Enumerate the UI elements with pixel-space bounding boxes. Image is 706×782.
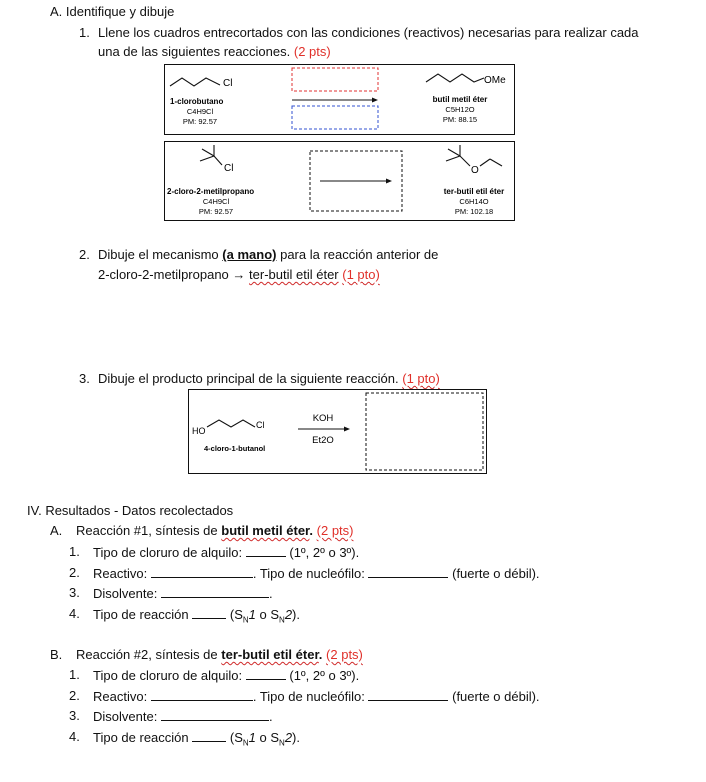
rb-nucleophile-input[interactable] xyxy=(368,688,448,701)
ra-item4-label: Tipo de reacción xyxy=(93,607,189,622)
rb-item2-label: Reactivo: xyxy=(93,689,148,704)
box2-product-formula: C6H14O xyxy=(459,197,489,206)
tert-butyl-ethyl-ether-structure xyxy=(446,145,502,166)
rb-item4 xyxy=(93,729,300,752)
q2-points: (1 pto) xyxy=(342,267,380,282)
reaction-a-pre: Reacción #1, síntesis de xyxy=(76,523,218,538)
q2-reactant: 2-cloro-2-metilpropano xyxy=(98,267,229,282)
rb-item1-num: 1. xyxy=(69,667,80,682)
arrowhead xyxy=(372,98,378,103)
rb-item4-label: Tipo de reacción xyxy=(93,730,189,745)
ra-reaction-type-input[interactable] xyxy=(192,606,226,619)
box1-reactant-name: 1-clorobutano xyxy=(170,97,224,106)
box2-product-atom: O xyxy=(471,165,479,176)
q2-pre: Dibuje el mecanismo xyxy=(98,247,219,262)
reaction-a-name: butil metil éter xyxy=(221,523,310,538)
results-title: IV. Resultados - Datos recolectados xyxy=(27,503,234,518)
box2-reactant-pm: PM: 92.57 xyxy=(198,207,234,216)
q2-emph: (a mano) xyxy=(222,247,277,262)
rb-item1-after: (1º, 2º o 3º). xyxy=(289,668,360,683)
ra-item2 xyxy=(93,565,540,582)
ra-item2-after: (fuerte o débil). xyxy=(452,566,540,581)
reaction-b-heading: Reacción #2, síntesis de ter-butil etil éter. (2 pts) xyxy=(76,647,363,662)
reagent-koh: KOH xyxy=(312,413,334,424)
reaction-a-points: (2 pts) xyxy=(316,523,354,538)
reaction-box-2 xyxy=(164,141,515,222)
ra-item4-num: 4. xyxy=(69,606,80,621)
rb-reaction-type-input[interactable] xyxy=(192,729,226,742)
ra-item2-mid: . Tipo de nucleófilo: xyxy=(252,566,365,581)
ra-item3-label: Disolvente: xyxy=(93,586,158,601)
reaction-box-3 xyxy=(188,389,488,475)
ra-item1-label: Tipo de cloruro de alquilo: xyxy=(93,545,243,560)
ra-item1-num: 1. xyxy=(69,544,80,559)
q1-line2: una de las siguientes reacciones. xyxy=(98,44,291,59)
rb-item4-after: ($S_N1$ o $S_N2$). xyxy=(229,730,300,748)
q3-points: (1 pto) xyxy=(402,371,440,386)
rb-item4-num: 4. xyxy=(69,729,80,744)
reaction-b-points: (2 pts) xyxy=(326,647,363,662)
q3-text: Dibuje el producto principal de la siguiente reacción. xyxy=(98,371,399,386)
box2-product-pm: PM: 102.18 xyxy=(454,207,494,216)
butyl-methyl-ether-structure xyxy=(426,74,484,82)
chlorobutanol-structure xyxy=(207,420,255,427)
box2-reactant-formula: C4H9Cl xyxy=(202,197,230,206)
q1-line1: Llene los cuadros entrecortados con las condiciones (reactivos) necesarias para realizar cada xyxy=(98,25,639,40)
ra-solvent-input[interactable] xyxy=(161,585,269,598)
reaction-a-letter: A. xyxy=(50,523,63,538)
box2-reactant-atom: Cl xyxy=(224,163,234,174)
ra-item2-label: Reactivo: xyxy=(93,566,148,581)
ra-alkyl-type-input[interactable] xyxy=(246,544,286,557)
rb-item3-label: Disolvente: xyxy=(93,709,158,724)
box1-product-pm: PM: 88.15 xyxy=(442,115,478,124)
arrowhead xyxy=(386,179,392,184)
butyl-chain-structure xyxy=(170,78,220,86)
rb-alkyl-type-input[interactable] xyxy=(246,667,286,680)
section-a-title: A. Identifique y dibuje xyxy=(50,4,175,19)
rb-item1 xyxy=(93,667,359,684)
box2-product-name: ter-butil etil éter xyxy=(443,187,505,196)
rb-item1-label: Tipo de cloruro de alquilo: xyxy=(93,668,243,683)
ra-item1 xyxy=(93,544,359,561)
q1-number: 1. xyxy=(79,25,90,40)
box3-name: 4-cloro-1-butanol xyxy=(204,444,266,453)
ra-nucleophile-input[interactable] xyxy=(368,565,448,578)
q1-points: (2 pts) xyxy=(293,44,331,59)
box1-reactant-atom: Cl xyxy=(223,78,233,89)
rb-solvent-input[interactable] xyxy=(161,708,269,721)
ra-item3-num: 3. xyxy=(69,585,80,600)
rb-item2-num: 2. xyxy=(69,688,80,703)
box1-reactant-formula: C4H9Cl xyxy=(186,107,214,116)
ra-item4 xyxy=(93,606,300,629)
reaction-b-pre: Reacción #2, síntesis de xyxy=(76,647,218,662)
ra-item3 xyxy=(93,585,273,602)
q2-line2 xyxy=(98,267,380,283)
tert-butyl-chloride-structure xyxy=(200,145,222,165)
box1-product-formula: C5H12O xyxy=(445,105,475,114)
ra-item1-after: (1º, 2º o 3º). xyxy=(289,545,360,560)
box2-reactant-name: 2-cloro-2-metilpropano xyxy=(167,187,255,196)
right-arrow-icon: → xyxy=(232,267,246,282)
reaction-b-name: ter-butil etil éter xyxy=(221,647,319,662)
reaction-box-1 xyxy=(164,64,515,136)
product-blank-box[interactable] xyxy=(366,393,483,470)
q2-number: 2. xyxy=(79,247,90,262)
q1-line2-wrap xyxy=(98,44,331,60)
ra-item3-after: . xyxy=(268,586,273,601)
ra-item2-num: 2. xyxy=(69,565,80,580)
reaction-b-letter: B. xyxy=(50,647,63,662)
rb-reagent-input[interactable] xyxy=(151,688,253,701)
q2-line1 xyxy=(98,247,438,263)
rb-item3-after: . xyxy=(268,709,273,724)
q3-line xyxy=(98,371,440,387)
rb-item2-mid: . Tipo de nucleófilo: xyxy=(252,689,365,704)
rb-item2 xyxy=(93,688,540,705)
arrowhead xyxy=(344,427,350,432)
ra-reagent-input[interactable] xyxy=(151,565,253,578)
rb-item3 xyxy=(93,708,273,725)
reagent-blank-box-top[interactable] xyxy=(292,68,378,91)
q3-number: 3. xyxy=(79,371,90,386)
box3-cl: Cl xyxy=(256,420,265,430)
q2-post: para la reacción anterior de xyxy=(280,247,439,262)
reagent-blank-box-bottom[interactable] xyxy=(292,106,378,129)
box3-ho: HO xyxy=(192,426,206,436)
ra-item4-after: ($S_N1$ o $S_N2$). xyxy=(229,607,300,625)
rb-item3-num: 3. xyxy=(69,708,80,723)
reaction-a-heading: Reacción #1, síntesis de butil metil éter. (2 pts) xyxy=(76,523,354,538)
box1-reactant-pm: PM: 92.57 xyxy=(182,117,218,126)
box1-product-name: butil metil éter xyxy=(432,95,488,104)
q2-product: ter-butil etil éter xyxy=(249,267,339,282)
solvent-et2o: Et2O xyxy=(312,435,334,446)
rb-item2-after: (fuerte o débil). xyxy=(452,689,540,704)
box1-product-atom: OMe xyxy=(484,75,506,86)
